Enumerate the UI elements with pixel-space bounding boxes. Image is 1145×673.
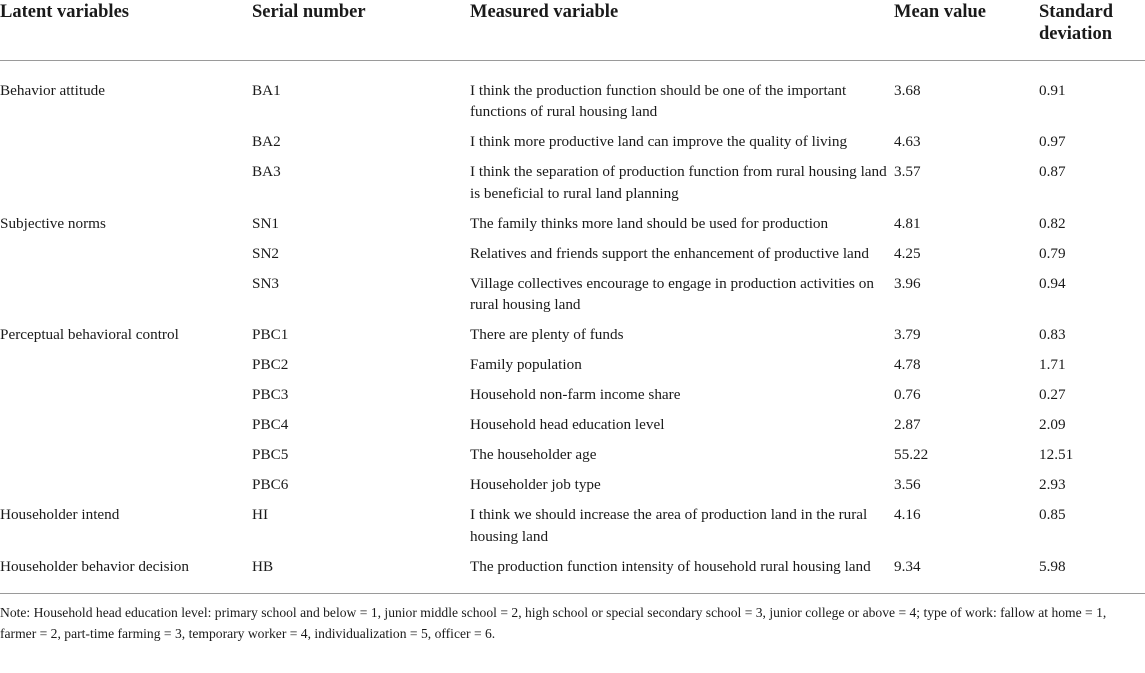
- table-row: [0, 354, 1145, 384]
- table-row: [0, 213, 1145, 243]
- cell-serial-number: PBC6: [252, 476, 289, 493]
- cell-standard-deviation: 1.71: [1039, 356, 1066, 373]
- cell-standard-deviation: 0.82: [1039, 214, 1066, 232]
- table-row: [0, 243, 1145, 273]
- cell-serial-number: HI: [252, 506, 269, 523]
- cell-serial-number: BA1: [252, 81, 281, 99]
- table-row: [0, 273, 1145, 325]
- cell-mean-value: 4.78: [894, 356, 921, 373]
- table-header: [0, 0, 1145, 60]
- table-note: Note: Household head education level: primary school and below = 1, junior middle school = 2, high school or special secondary school = 3, junior college or above = 4; type of work: fallow at home = 1, farmer = 2, part-time farming = 3, temporary worker = 4, individualization = 5, officer = 6.: [0, 605, 1107, 641]
- cell-serial-number: PBC2: [252, 356, 289, 373]
- cell-mean-value: 3.96: [894, 274, 921, 292]
- cell-standard-deviation: 0.27: [1039, 386, 1066, 403]
- cell-latent-variable: Perceptual behavioral control: [0, 326, 179, 343]
- cell-latent-variable: [0, 161, 252, 213]
- header-mean-value: Mean value: [894, 0, 1039, 60]
- cell-latent-variable: Householder intend: [0, 506, 120, 523]
- table-row: [0, 161, 1145, 213]
- cell-mean-value: 4.16: [894, 506, 921, 523]
- cell-latent-variable: [0, 243, 252, 273]
- cell-latent-variable: [0, 384, 252, 414]
- table-row: [0, 324, 1145, 354]
- header-latent-variables: Latent variables: [0, 0, 252, 60]
- cell-measured-variable: Family population: [470, 356, 582, 373]
- cell-serial-number: PBC3: [252, 386, 289, 403]
- table-row: [0, 444, 1145, 474]
- cell-standard-deviation: 0.87: [1039, 163, 1066, 180]
- table-row: [0, 474, 1145, 504]
- cell-measured-variable: Householder job type: [470, 476, 601, 493]
- cell-serial-number: PBC4: [252, 416, 289, 433]
- cell-measured-variable: I think the production function should be one of the important functions of rural housing land: [470, 81, 847, 120]
- cell-measured-variable: Village collectives encourage to engage in production activities on rural housing land: [470, 274, 874, 313]
- cell-measured-variable: The production function intensity of household rural housing land: [470, 556, 894, 594]
- cell-mean-value: 4.81: [894, 214, 921, 232]
- cell-standard-deviation: 2.09: [1039, 416, 1066, 433]
- table-row: [0, 131, 1145, 161]
- cell-mean-value: 3.68: [894, 81, 921, 99]
- table-row: [0, 504, 1145, 556]
- cell-serial-number: PBC1: [252, 326, 289, 343]
- cell-measured-variable: I think more productive land can improve the quality of living: [470, 133, 848, 150]
- cell-measured-variable: The householder age: [470, 446, 597, 463]
- cell-latent-variable: [0, 131, 252, 161]
- cell-latent-variable: [0, 414, 252, 444]
- cell-measured-variable: I think we should increase the area of production land in the rural housing land: [470, 506, 868, 545]
- cell-mean-value: 4.63: [894, 133, 921, 150]
- cell-measured-variable: The family thinks more land should be used for production: [470, 214, 829, 232]
- table-body: [0, 60, 1145, 594]
- table-row: [0, 414, 1145, 444]
- cell-mean-value: 55.22: [894, 446, 929, 463]
- cell-standard-deviation: 12.51: [1039, 446, 1074, 463]
- cell-serial-number: SN3: [252, 274, 280, 292]
- cell-mean-value: 3.57: [894, 163, 921, 180]
- cell-standard-deviation: 5.98: [1039, 556, 1145, 594]
- cell-serial-number: SN1: [252, 214, 280, 232]
- cell-latent-variable: [0, 474, 252, 504]
- cell-measured-variable: I think the separation of production function from rural housing land is beneficial to rural land planning: [470, 163, 887, 202]
- cell-measured-variable: Household head education level: [470, 416, 665, 433]
- cell-mean-value: 2.87: [894, 416, 921, 433]
- cell-standard-deviation: 2.93: [1039, 476, 1066, 493]
- header-serial-number: Serial number: [252, 0, 470, 60]
- header-measured-variable: Measured variable: [470, 0, 894, 60]
- cell-standard-deviation: 0.83: [1039, 326, 1066, 343]
- header-row: [0, 0, 1145, 60]
- cell-standard-deviation: 0.97: [1039, 133, 1066, 150]
- cell-serial-number: BA2: [252, 133, 281, 150]
- cell-measured-variable: Relatives and friends support the enhancement of productive land: [470, 244, 869, 262]
- table-row: [0, 556, 1145, 594]
- cell-mean-value: 3.56: [894, 476, 921, 493]
- cell-measured-variable: There are plenty of funds: [470, 326, 624, 343]
- cell-serial-number: SN2: [252, 244, 280, 262]
- header-standard-deviation: Standard deviation: [1039, 0, 1145, 60]
- cell-standard-deviation: 0.94: [1039, 274, 1066, 292]
- cell-latent-variable: [0, 444, 252, 474]
- cell-serial-number: PBC5: [252, 446, 289, 463]
- cell-latent-variable: [0, 354, 252, 384]
- cell-mean-value: 3.79: [894, 326, 921, 343]
- cell-mean-value: 4.25: [894, 244, 921, 262]
- cell-latent-variable: [0, 273, 252, 325]
- cell-serial-number: BA3: [252, 163, 281, 180]
- cell-serial-number: HB: [252, 556, 470, 594]
- cell-standard-deviation: 0.91: [1039, 81, 1066, 99]
- cell-mean-value: 9.34: [894, 556, 1039, 594]
- cell-measured-variable: Household non-farm income share: [470, 386, 681, 403]
- cell-standard-deviation: 0.79: [1039, 244, 1066, 262]
- cell-standard-deviation: 0.85: [1039, 506, 1066, 523]
- cell-latent-variable: Behavior attitude: [0, 81, 106, 99]
- table-row: [0, 60, 1145, 131]
- cell-latent-variable: Householder behavior decision: [0, 556, 252, 594]
- cell-latent-variable: Subjective norms: [0, 214, 106, 232]
- table-row: [0, 384, 1145, 414]
- cell-mean-value: 0.76: [894, 386, 921, 403]
